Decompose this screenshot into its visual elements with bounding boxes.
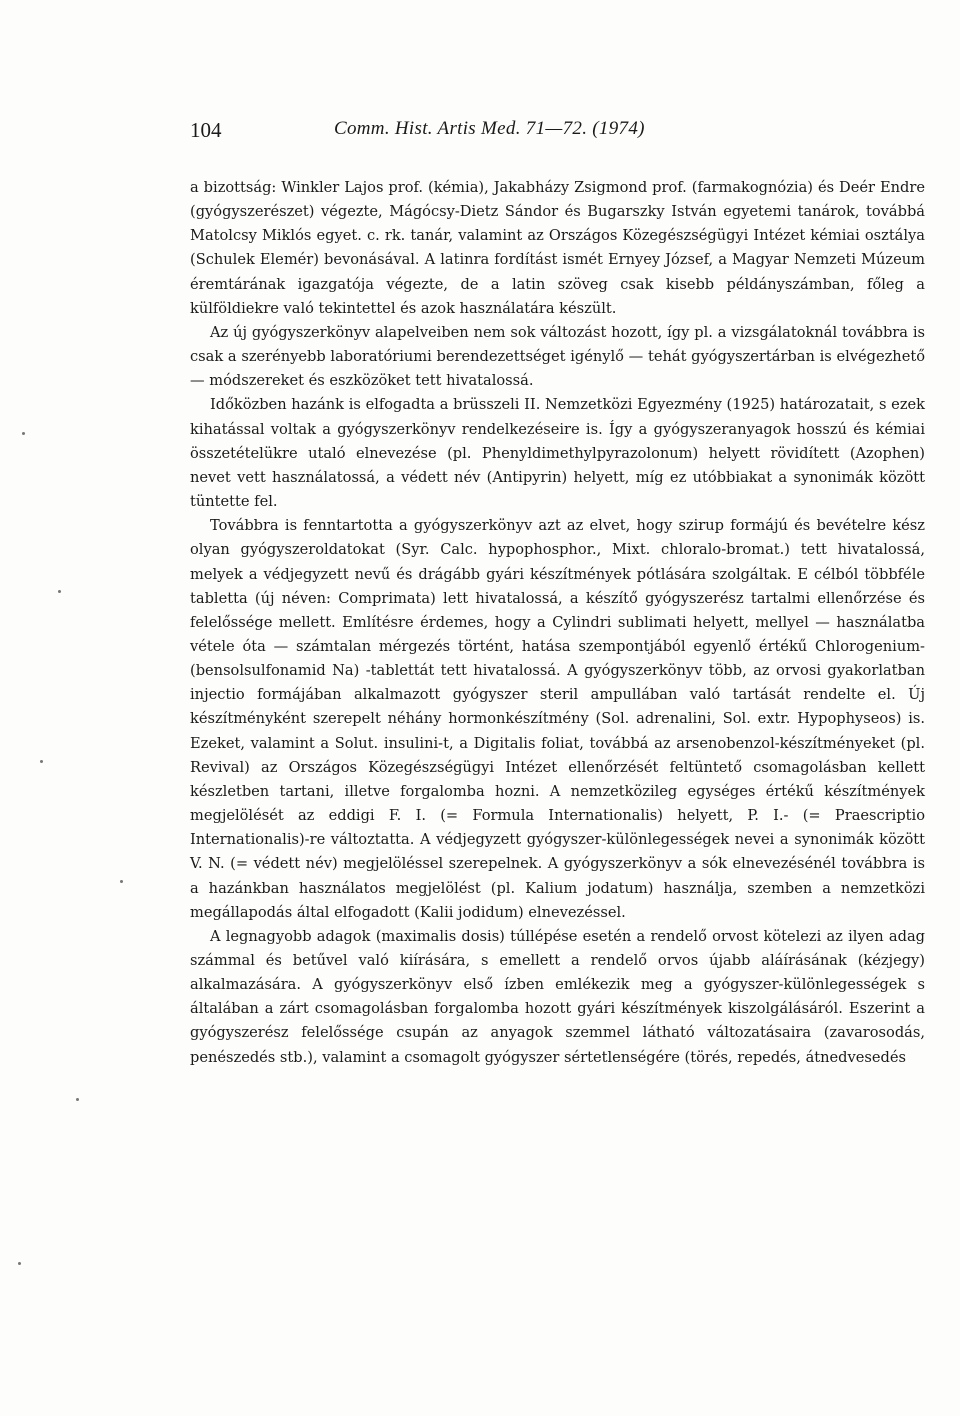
- scan-speck: [40, 760, 43, 763]
- paragraph-4: Továbbra is fenntartotta a gyógyszerkönyv azt az elvet, hogy szirup formájú és bevételre kész olyan gyógyszeroldatokat (Syr. Calc. hypophosphor., Mixt. chloralo-bromat.) tett hivatalossá, melyek a védjegyzett nevű és drágább gyári készítmények pótlására szolgáltak. E célból többféle tabletta (új néven: Comprimata) lett hivatalossá, a készítő gyógyszerész tartalmi ellenőrzése és felelőssége mellett. Említésre érdemes, hogy a Cylindri sublimati helyett, mellyel — használatba vétele óta — számtalan mérgezés történt, hatása szempontjából egyenlő értékű Chlorogenium- (bensolsulfonamid Na) -tablettát tett hivatalossá. A gyógyszerkönyv több, az orvosi gyakorlatban injectio formájában alkalmazott gyógyszer steril ampullában való tartását rendelte el. Új készítményként szerepelt néhány hormonkészítmény (Sol. adrenalini, Sol. extr. Hypophyseos) is. Ezeket, valamint a Solut. insulini-t, a Digitalis foliat, továbbá az arsenobenzol-készítményeket (pl. Revival) az Országos Közegészségügyi Intézet ellenőrzését feltüntető csomagolásban kellett készletben tartani, illetve forgalomba hozni. A nemzetközileg egységes értékű készítmények megjelölését az eddigi F. I. (= Formula Internationalis) helyett, P. I.- (= Praescriptio Internationalis)-re változtatta. A védjegyzett gyógyszer-különlegességek nevei a synonimák között V. N. (= védett név) megjelöléssel szerepelnek. A gyógyszerkönyv a sók elnevezésénél továbbra is a hazánkban használatos megjelölést (pl. Kalium jodatum) használja, szemben a nemzetközi megállapodás által elfogadott (Kalii jodidum) elnevezéssel.: [190, 517, 925, 921]
- page-header: [190, 118, 930, 150]
- page-number: 104: [190, 118, 222, 142]
- paragraph-5: A legnagyobb adagok (maximalis dosis) túllépése esetén a rendelő orvost kötelezi az ilyen adag számmal és betűvel való kiírására, s emellett a rendelő orvos újabb aláírásának (kézjegy) alkalmazására. A gyógyszerkönyv első ízben emlékezik meg a gyógyszer-különlegességek s általában a zárt csomagolásban forgalomba hozott gyári készítmények kiszolgálásáról. Eszerint a gyógyszerész felelőssége csupán az anyagok szemmel látható változatásaira (zavarosodás, penészedés stb.), valamint a csomagolt gyógyszer sértetlenségére (törés, repedés, átnedvesedés: [190, 927, 925, 1066]
- scan-speck: [22, 432, 25, 435]
- paragraph-3: Időközben hazánk is elfogadta a brüsszeli II. Nemzetközi Egyezmény (1925) határozatait, s ezek kihatással voltak a gyógyszerkönyv rendelkezéseire is. Így a gyógyszeranyagok hosszú és kémiai összetételükre utaló elnevezése (pl. Phenyldimethylpyrazolonum) helyett rövidített (Azophen) nevet vett használatossá, a védett név (Antipyrin) helyett, míg ez utóbbiakat a synonimák között tüntette fel.: [190, 396, 925, 511]
- paragraph-1: a bizottság: Winkler Lajos prof. (kémia), Jakabházy Zsigmond prof. (farmakognózia) és Deér Endre (gyógyszerészet) végezte, Mágócsy-Dietz Sándor és Bugarszky István egyetemi tanárok, továbbá Matolcsy Miklós egyet. c. rk. tanár, valamint az Országos Közegészségügyi Intézet kémiai osztálya (Schulek Elemér) bevonásával. A latinra fordítást ismét Ernyey József, a Magyar Nemzeti Múzeum éremtárának igazgatója végezte, de a latin szöveg csak kisebb példányszámban, főleg a külföldiekre való tekintettel és azok használatára készült.: [190, 179, 925, 317]
- body-text: [190, 176, 925, 1070]
- scan-speck: [18, 1262, 21, 1265]
- scan-speck: [120, 880, 123, 883]
- paragraph-2: Az új gyógyszerkönyv alapelveiben nem sok változást hozott, így pl. a vizsgálatoknál továbbra is csak a szerényebb laboratóriumi berendezettséget igénylő — tehát gyógyszertárban is elvégezhető — módszereket és eszközöket tett hivatalossá.: [190, 323, 925, 390]
- scan-speck: [76, 1098, 79, 1101]
- scan-speck: [58, 590, 61, 593]
- running-head: Comm. Hist. Artis Med. 71—72. (1974): [334, 118, 645, 139]
